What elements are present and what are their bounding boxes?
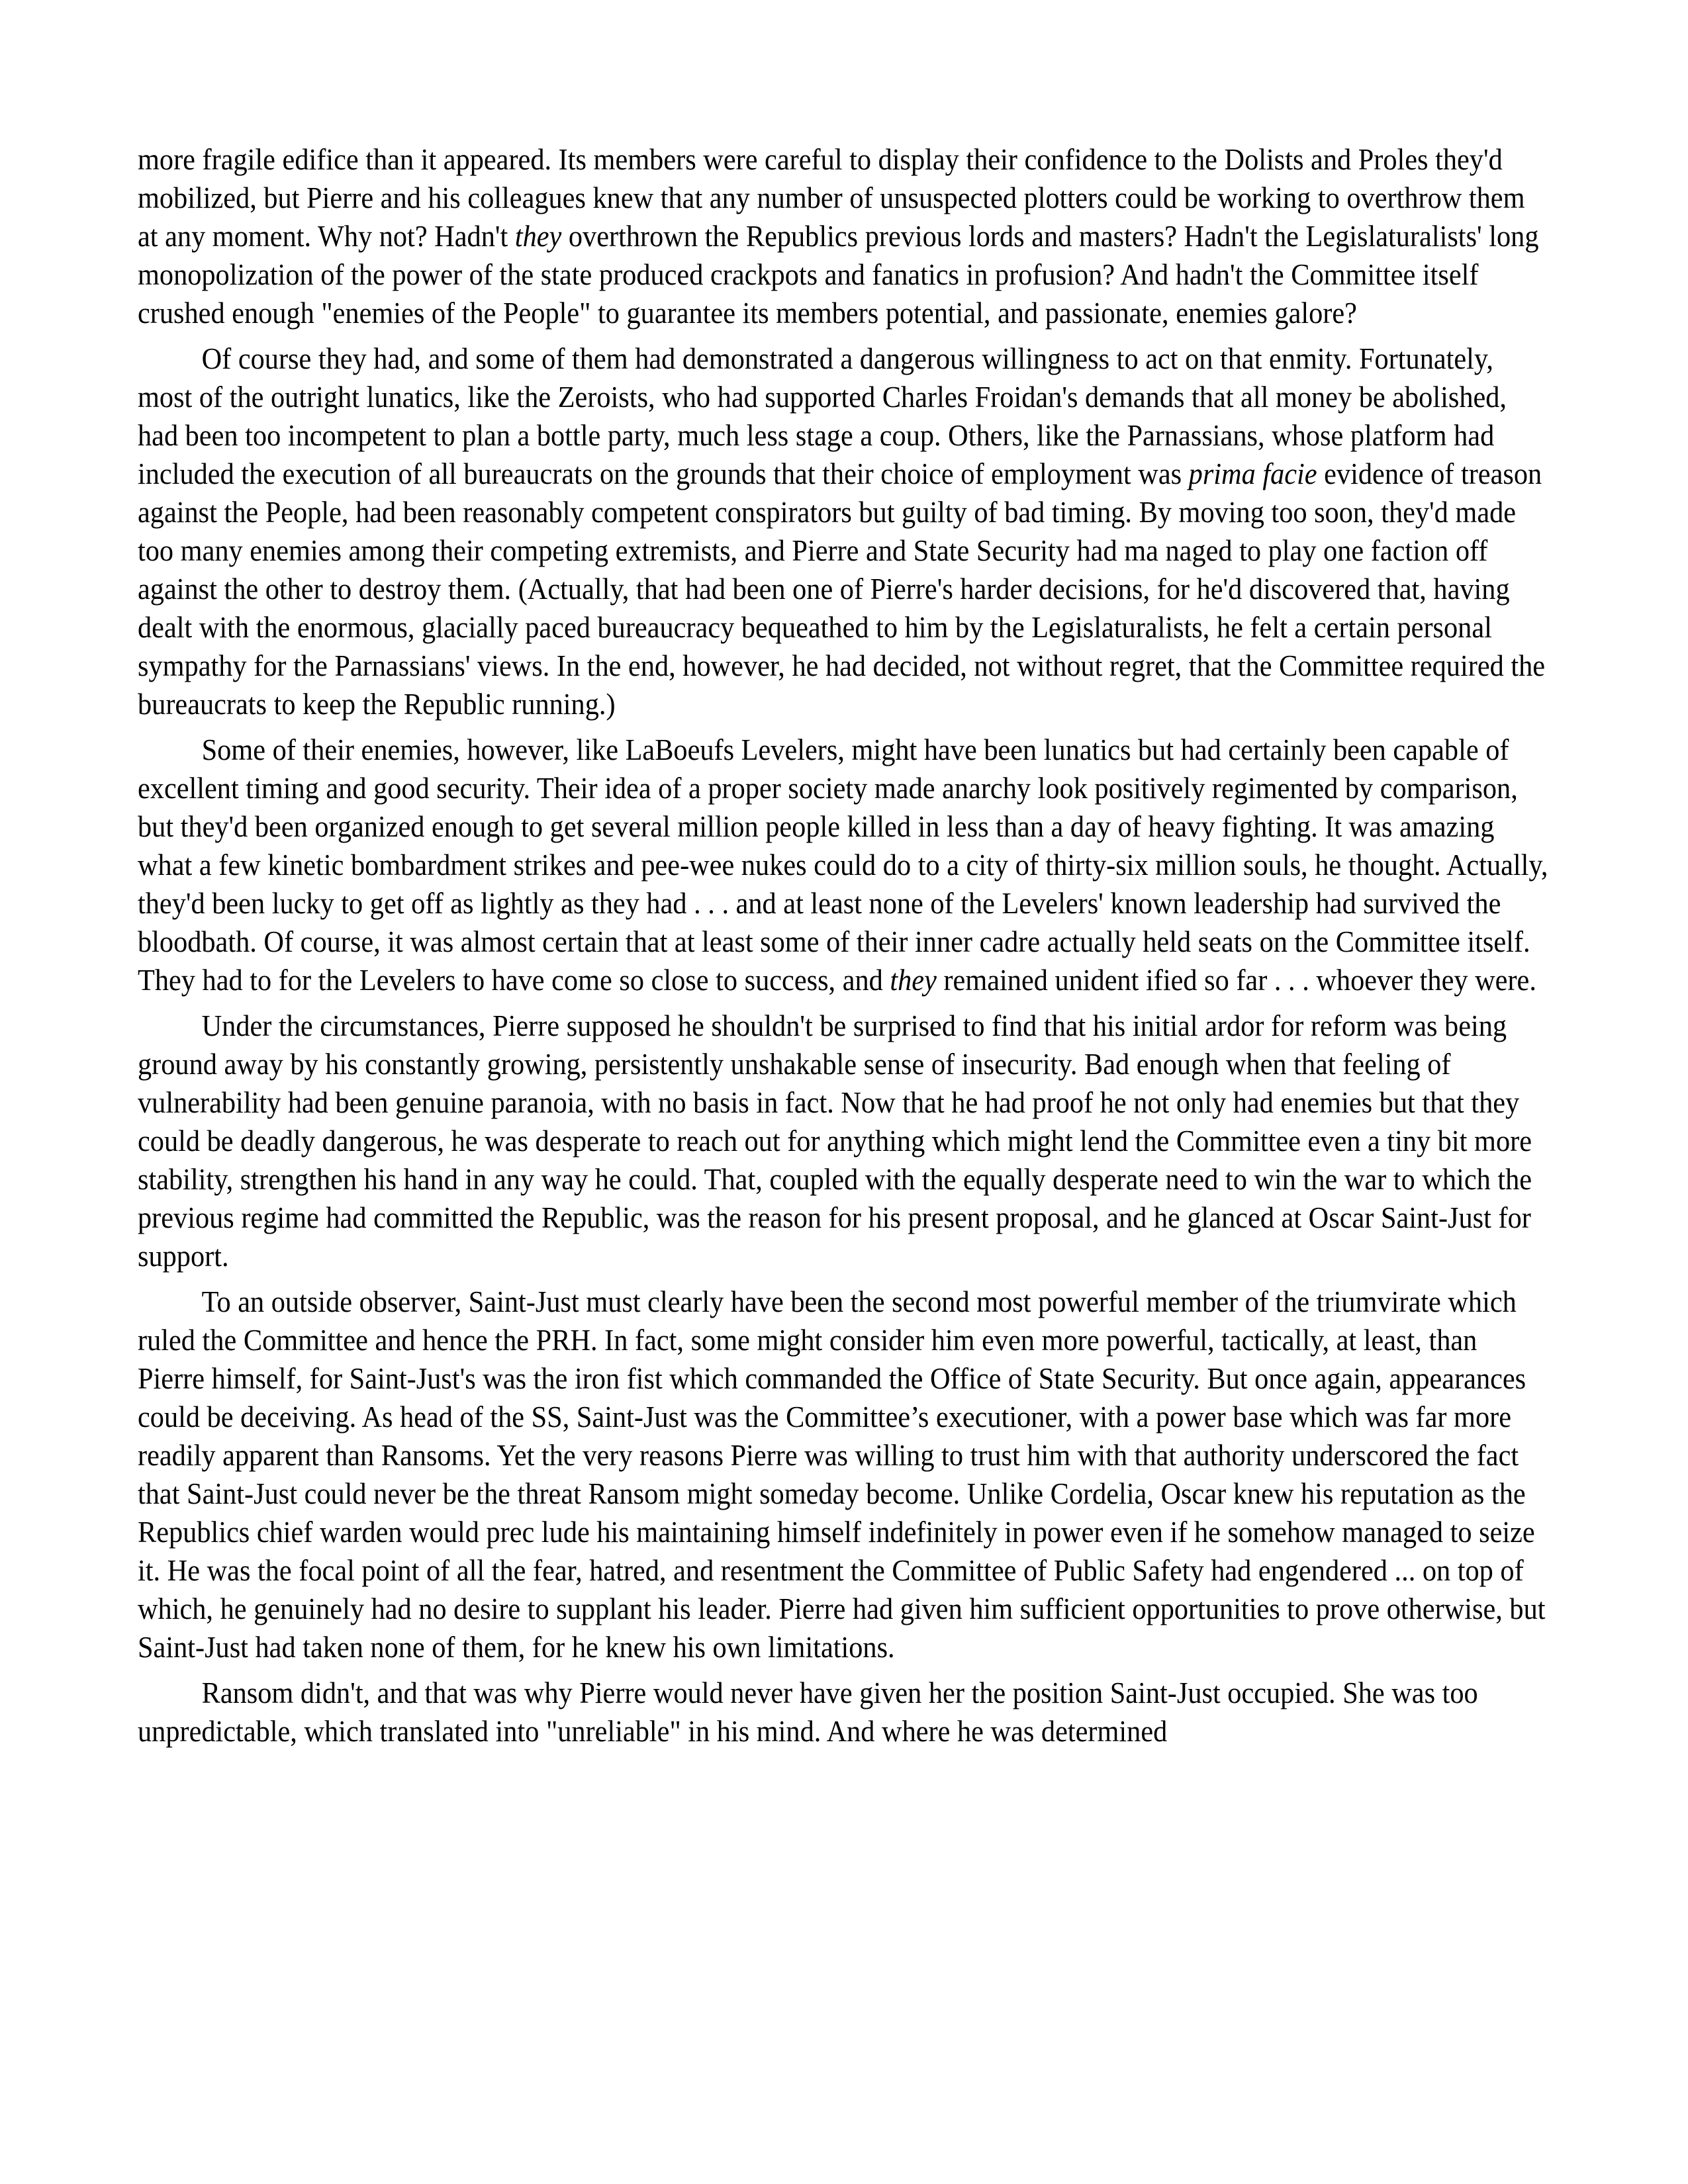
text-segment: Ransom didn't, and that was why Pierre would never have given her the position Saint-Just occupied. She was too unpredictable, which translated into "unreliable" in his mind. And where he was determined — [138, 1676, 1478, 1748]
paragraph — [138, 340, 1548, 723]
paragraph — [138, 1007, 1548, 1275]
text-segment: overthrown the Republics previous lords and masters? Hadn't the Legislaturalists' long monopolization of the power of the state produced crackpots and fanatics in profusion? And hadn't the Committee itself crushed enough "enemies of the People" to guarantee its members potential, and passionate, enemies galore? — [138, 219, 1539, 330]
italic-text-segment: prima facie — [1188, 457, 1317, 490]
text-segment: Under the circumstances, Pierre supposed he shouldn't be surprised to find that his initial ardor for reform was being ground away by his constantly growing, persistently unshakable sense of insecurity. Bad enough when that feeling of vulnerability had been genuine paranoia, with no basis in fact. Now that he had proof he not only had enemies but that they could be deadly dangerous, he was desperate to reach out for anything which might lend the Committee even a tiny bit more stability, strengthen his hand in any way he could. That, coupled with the equally desperate need to win the war to which the previous regime had committed the Republic, was the reason for his present proposal, and he glanced at Oscar Saint-Just for support. — [138, 1009, 1532, 1273]
italic-text-segment: they — [514, 219, 562, 253]
text-segment: Some of their enemies, however, like LaBoeufs Levelers, might have been lunatics but had certainly been capable of excellent timing and good security. Their idea of a proper society made anarchy look positively regimented by comparison, but they'd been organized enough to get several million people killed in less than a day of heavy fighting. It was amazing what a few kinetic bombardment strikes and pee-wee nukes could do to a city of thirty-six million souls, he thought. Actually, they'd been lucky to get off as lightly as they had . . . and at least none of the Levelers' known leadership had survived the bloodbath. Of course, it was almost certain that at least some of their inner cadre actually held seats on the Committee itself. They had to for the Levelers to have come so close to success, and — [138, 733, 1548, 997]
text-segment: remained unident ified so far . . . whoever they were. — [936, 963, 1536, 997]
text-segment: To an outside observer, Saint-Just must clearly have been the second most powerful member of the triumvirate which ruled the Committee and hence the PRH. In fact, some might consider him even more powerful, tactically, at least, than Pierre himself, for Saint-Just's was the iron fist which commanded the Office of State Security. But once again, appearances could be deceiving. As head of the SS, Saint-Just was the Committee’s executioner, with a power base which was far more readily apparent than Ransoms. Yet the very reasons Pierre was willing to trust him with that authority underscored the fact that Saint-Just could never be the threat Ransom might someday become. Unlike Cordelia, Oscar knew his reputation as the Republics chief warden would prec lude his maintaining himself indefinitely in power even if he somehow managed to seize it. He was the focal point of all the fear, hatred, and resentment the Committee of Public Safety had engendered ... on top of which, he genuinely had no desire to supplant his leader. Pierre had given him sufficient opportunities to prove otherwise, but Saint-Just had taken none of them, for he knew his own limitations. — [138, 1285, 1546, 1664]
paragraph — [138, 1283, 1548, 1666]
text-segment: Of course they had, and some of them had demonstrated a dangerous willingness to act on that enmity. Fortunately, most of the outright lunatics, like the Zeroists, who had supported Charles Froidan's demands that all money be abolished, had been too incompetent to plan a bottle party, much less stage a coup. Others, like the Parnassians, whose platform had included the execution of all bureaucrats on the grounds that their choice of employment was — [138, 341, 1507, 490]
text-segment: more fragile edifice than it appeared. Its members were careful to display their confidence to the Dolists and Proles they'd mobilized, but Pierre and his colleagues knew that any number of unsuspected plotters could be working to overthrow them at any moment. Why not? Hadn't — [138, 142, 1525, 253]
paragraph — [138, 1674, 1548, 1751]
page-text — [138, 140, 1548, 1758]
text-segment: evidence of treason against the People, had been reasonably competent conspirators but guilty of bad timing. By moving too soon, they'd made too many enemies among their competing extremists, and Pierre and State Security had ma naged to play one faction off against the other to destroy them. (Actually, that had been one of Pierre's harder decisions, for he'd discovered that, having dealt with the enormous, glacially paced bureaucracy bequeathed to him by the Legislaturalists, he felt a certain personal sympathy for the Parnassians' views. In the end, however, he had decided, not without regret, that the Committee required the bureaucrats to keep the Republic running.) — [138, 457, 1546, 721]
italic-text-segment: they — [890, 963, 937, 997]
paragraph — [138, 731, 1548, 999]
paragraph — [138, 140, 1548, 332]
